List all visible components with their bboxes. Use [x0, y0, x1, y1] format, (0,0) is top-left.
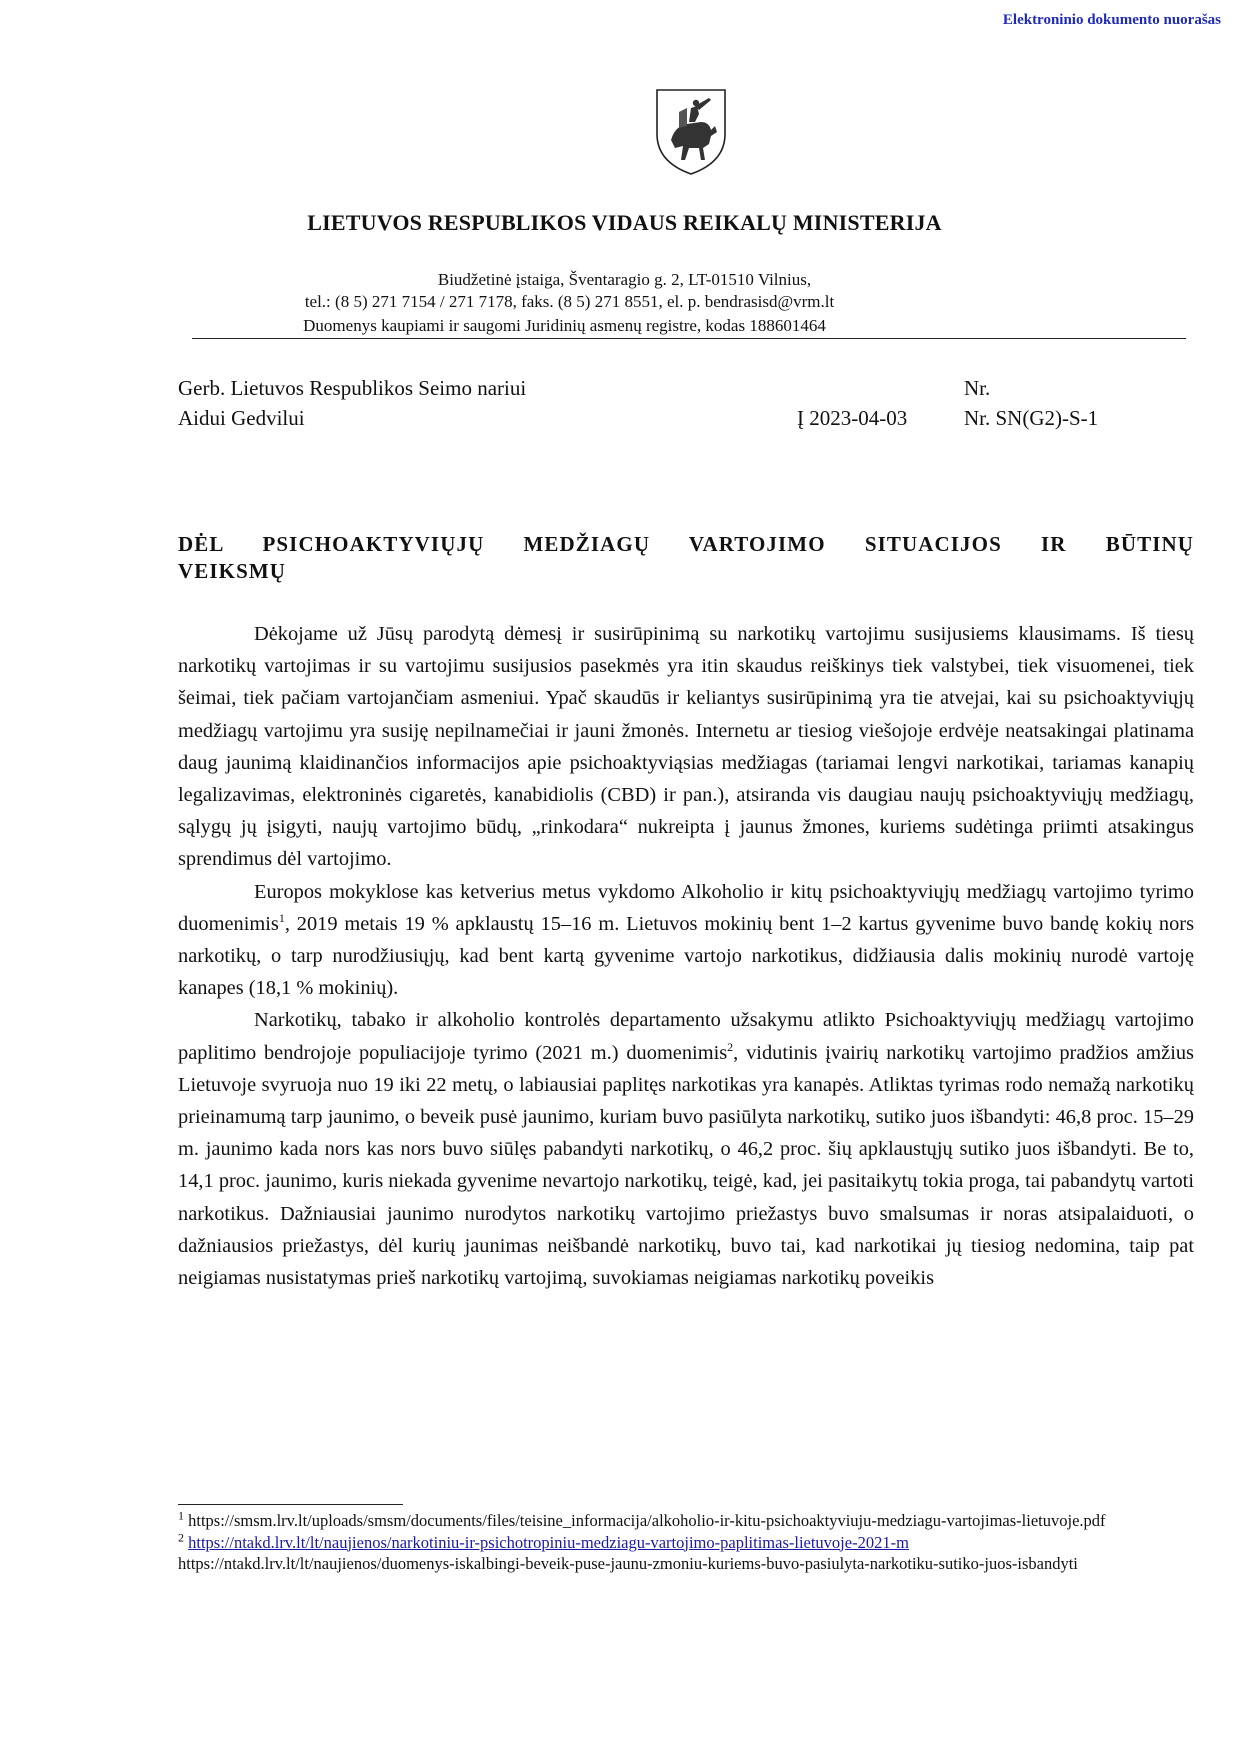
outgoing-number-label: Nr. [964, 376, 991, 400]
recipient-line-2: Aidui Gedvilui [178, 406, 305, 430]
footnote-2-extra: https://ntakd.lrv.lt/lt/naujienos/duomenys-iskalbingi-beveik-puse-jaunu-zmoniu-kuriems-buvo-pasiulyta-narkotiku-sutiko-juos-isbandyti [178, 1554, 1078, 1573]
footnote-1 [178, 1510, 1188, 1532]
address-line-3: Duomenys kaupiami ir saugomi Juridinių asmenų registre, kodas 188601464 [303, 316, 826, 335]
paragraph-2-text-b: , 2019 metais 19 % apklaustų 15–16 m. Lietuvos mokinių bent 1–2 kartus gyvenime buvo bandę kokių nors narkotikų, o tarp nurodžiusiųjų, kad bent kartą gyvenime vartojo narkotikus, didžiausia dalis mokinių nurodė vartoję kanapes (18,1 % mokinių). [178, 912, 1194, 1000]
footnote-2-link[interactable]: https://ntakd.lrv.lt/lt/naujienos/narkotiniu-ir-psichotropiniu-medziagu-vartojimo-paplitimas-lietuvoje-2021-m [188, 1532, 909, 1552]
paragraph-3-text-b: , vidutinis įvairių narkotikų vartojimo pradžios amžius Lietuvoje svyruoja nuo 19 iki 22 metų, o labiausiai paplitęs narkotikas yra kanapės. Atliktas tyrimas rodo nemažą narkotikų prieinamumą tarp jaunimo, o beveik pusė jaunimo, kuriam buvo pasiūlyta narkotikų, sutiko juos išbandyti: 46,8 proc. 15–29 m. jaunimo kada nors kas nors buvo siūlęs pabandyti narkotikų, o 46,2 proc. šių apklaustųjų sutiko juos išbandyti. Be to, 14,1 proc. jaunimo, kuris niekada gyvenime nevartojo narkotikų, teigė, kad, jei pasitaikytų tokia proga, tai pabandytų vartoti narkotikus. Dažniausiai jaunimo nurodytos narkotikų vartojimo priežastys buvo smalsumas ir noras atsipalaiduoti, o dažniausios priežastys, dėl kurių jaunimas neišbandė narkotikų, buvo tai, kad narkotikai jų tiesiog nedomina, taip pat neigiamas nusistatymas prieš narkotikų vartojimą, suvokiamas neigiamas narkotikų poveikis [178, 1041, 1194, 1290]
incoming-number: Nr. SN(G2)-S-1 [964, 406, 1099, 430]
footnote-ref-1: 1 [278, 911, 285, 926]
footnote-1-number: 1 [178, 1508, 184, 1523]
footnotes [178, 1510, 1188, 1575]
ministry-name: LIETUVOS RESPUBLIKOS VIDAUS REIKALŲ MINISTERIJA [307, 210, 942, 235]
e-signature-label: Elektroninio dokumento nuorašas [1002, 12, 1221, 28]
body-paragraph-3 [178, 1004, 1194, 1294]
footnote-2 [178, 1532, 1188, 1554]
body-paragraph-1: Dėkojame už Jūsų parodytą dėmesį ir susirūpinimą su narkotikų vartojimu susijusiems klausimams. Iš tiesų narkotikų vartojimas ir su vartojimu susijusios pasekmės yra itin skaudus reiškinys tiek valstybei, tiek visuomenei, tiek šeimai, tiek pačiam vartojančiam asmeniui. Ypač skaudūs ir keliantys susirūpinimą yra tie atvejai, kai su psichoaktyviųjų medžiagų vartojimu yra susiję nepilnamečiai ir jauni žmonės. Internetu ar tiesiog viešojoje erdvėje neatsakingai platinama daug jaunimą klaidinančios informacijos apie psichoaktyviąsias medžiagas (tariamai lengvi narkotikai, tariamas kanapių legalizavimas, elektroninės cigaretės, kanabidiolis (CBD) ir pan.), atsiranda vis daugiau naujų psichoaktyviųjų medžiagų, sąlygų jų įsigyti, naujų vartojimo būdų, „rinkodara“ nukreipta į jaunus žmones, kuriems sudėtinga priimti atsakingus sprendimus dėl vartojimo. [178, 623, 1194, 871]
letter-subject: DĖL PSICHOAKTYVIŲJŲ MEDŽIAGŲ VARTOJIMO SITUACIJOS IR BŪTINŲ VEIKSMŲ [178, 532, 1194, 583]
paragraph-3-text-a: Narkotikų, tabako ir alkoholio kontrolės departamento užsakymu atlikto Psichoaktyviųjų medžiagų vartojimo paplitimo bendrojoje populiacijoje tyrimo (2021 m.) duomenimis [178, 1009, 1194, 1064]
footnote-ref-2: 2 [727, 1039, 734, 1054]
paragraph-2-text-a: Europos mokyklose kas ketverius metus vykdomo Alkoholio ir kitų psichoaktyviųjų medžiagų vartojimo tyrimo duomenimis [178, 880, 1194, 935]
address-line-1: Biudžetinė įstaiga, Šventaragio g. 2, LT-01510 Vilnius, [437, 270, 812, 289]
vytis-coat-of-arms-icon [651, 86, 731, 178]
footnote-divider [178, 1504, 403, 1505]
body-paragraph-2 [178, 876, 1194, 1005]
incoming-date: Į 2023-04-03 [797, 406, 908, 430]
address-line-2: tel.: (8 5) 271 7154 / 271 7178, faks. (8 5) 271 8551, el. p. bendrasisd@vrm.lt [304, 292, 835, 311]
header-divider [192, 338, 1186, 339]
footnote-2-number: 2 [178, 1530, 184, 1544]
letter-body [178, 618, 1194, 1294]
recipient-line-1: Gerb. Lietuvos Respublikos Seimo nariui [178, 376, 527, 400]
footnote-1-text: https://smsm.lrv.lt/uploads/smsm/documents/files/teisine_informacija/alkoholio-ir-kitu-psichoaktyviuju-medziagu-vartojimas-lietuvoje.pdf [184, 1511, 1106, 1530]
